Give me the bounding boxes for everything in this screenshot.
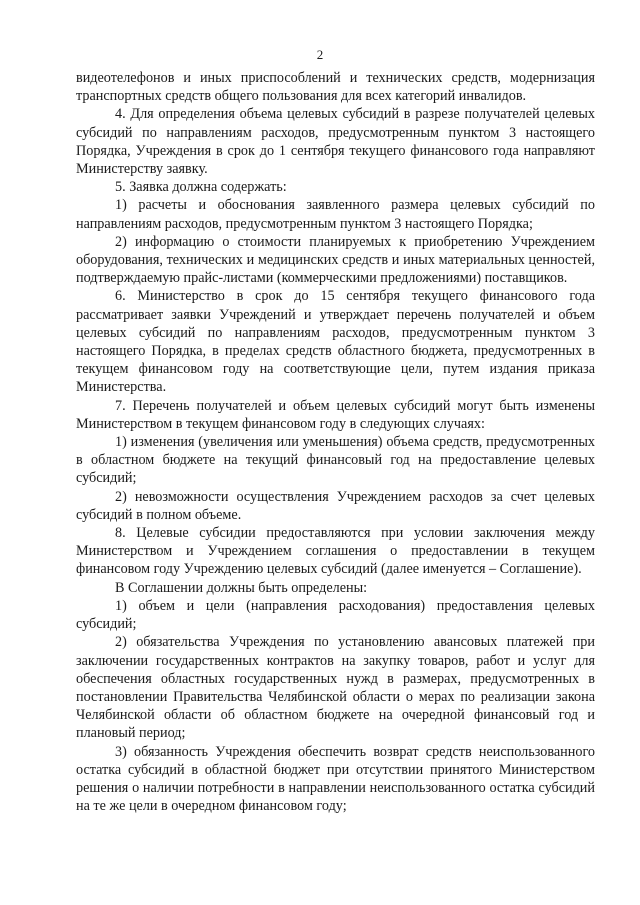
paragraph: 6. Министерство в срок до 15 сентября текущего финансового года рассматривает заявки Учреждений и утверждает перечень получателей и объем целевых субсидий по направлениям расходов, предусмотренным пунктом 3 настоящего Порядка, в пределах средств областного бюджета, предусмотренных в текущем финансовом году на соответствующие цели, путем издания приказа Министерства.	[76, 288, 595, 396]
paragraph: 8. Целевые субсидии предоставляются при условии заключения между Министерством и Учреждением соглашения о предоставлении в текущем финансовом году Учреждению целевых субсидий (далее именуется – Соглашение).	[76, 525, 595, 578]
paragraph: 1) объем и цели (направления расходования) предоставления целевых субсидий;	[76, 597, 595, 633]
paragraph: 2) информацию о стоимости планируемых к приобретению Учреждением оборудования, технических и медицинских средств и иных материальных ценностей, подтверждаемую прайс-листами (коммерческими предложениями) поставщиков.	[76, 233, 595, 287]
paragraph: 1) расчеты и обоснования заявленного размера целевых субсидий по направлениям расходов, предусмотренным пунктом 3 настоящего Порядка;	[76, 197, 595, 232]
paragraph: 1) изменения (увеличения или уменьшения) объема средств, предусмотренных в областном бюджете на текущий финансовый год на предоставление целевых субсидий;	[76, 434, 595, 487]
document-body	[76, 69, 595, 815]
paragraph: видеотелефонов и иных приспособлений и технических средств, модернизация транспортных средств общего пользования для всех категорий инвалидов.	[76, 70, 595, 105]
paragraph: 2) обязательства Учреждения по установлению авансовых платежей при заключении государственных контрактов на закупку товаров, работ и услуг для обеспечения областных государственных нужд в размерах, предусмотренных в постановлении Правительства Челябинской области о мерах по реализации закона Челябинской области об областном бюджете на очередной финансовый год и плановый период;	[76, 634, 595, 742]
paragraph: 2) невозможности осуществления Учреждением расходов за счет целевых субсидий в полном объеме.	[76, 488, 595, 523]
paragraph: 4. Для определения объема целевых субсидий в разрезе получателей целевых субсидий по направлениям расходов, предусмотренным пунктом 3 настоящего Порядка, Учреждения в срок до 1 сентября текущего финансового года направляют Министерству заявку.	[76, 106, 595, 178]
paragraph: 7. Перечень получателей и объем целевых субсидий могут быть изменены Министерством в текущем финансовом году в следующих случаях:	[76, 397, 595, 432]
page-number: 2	[316, 47, 324, 62]
paragraph: 3) обязанность Учреждения обеспечить возврат средств неиспользованного остатка субсидий в областной бюджет при отсутствии принятого Министерством решения о наличии потребности в направлении неиспользованного остатка субсидий на те же цели в очередном финансовом году;	[76, 743, 595, 815]
paragraph: В Соглашении должны быть определены:	[115, 579, 368, 596]
paragraph: 5. Заявка должна содержать:	[115, 179, 287, 196]
